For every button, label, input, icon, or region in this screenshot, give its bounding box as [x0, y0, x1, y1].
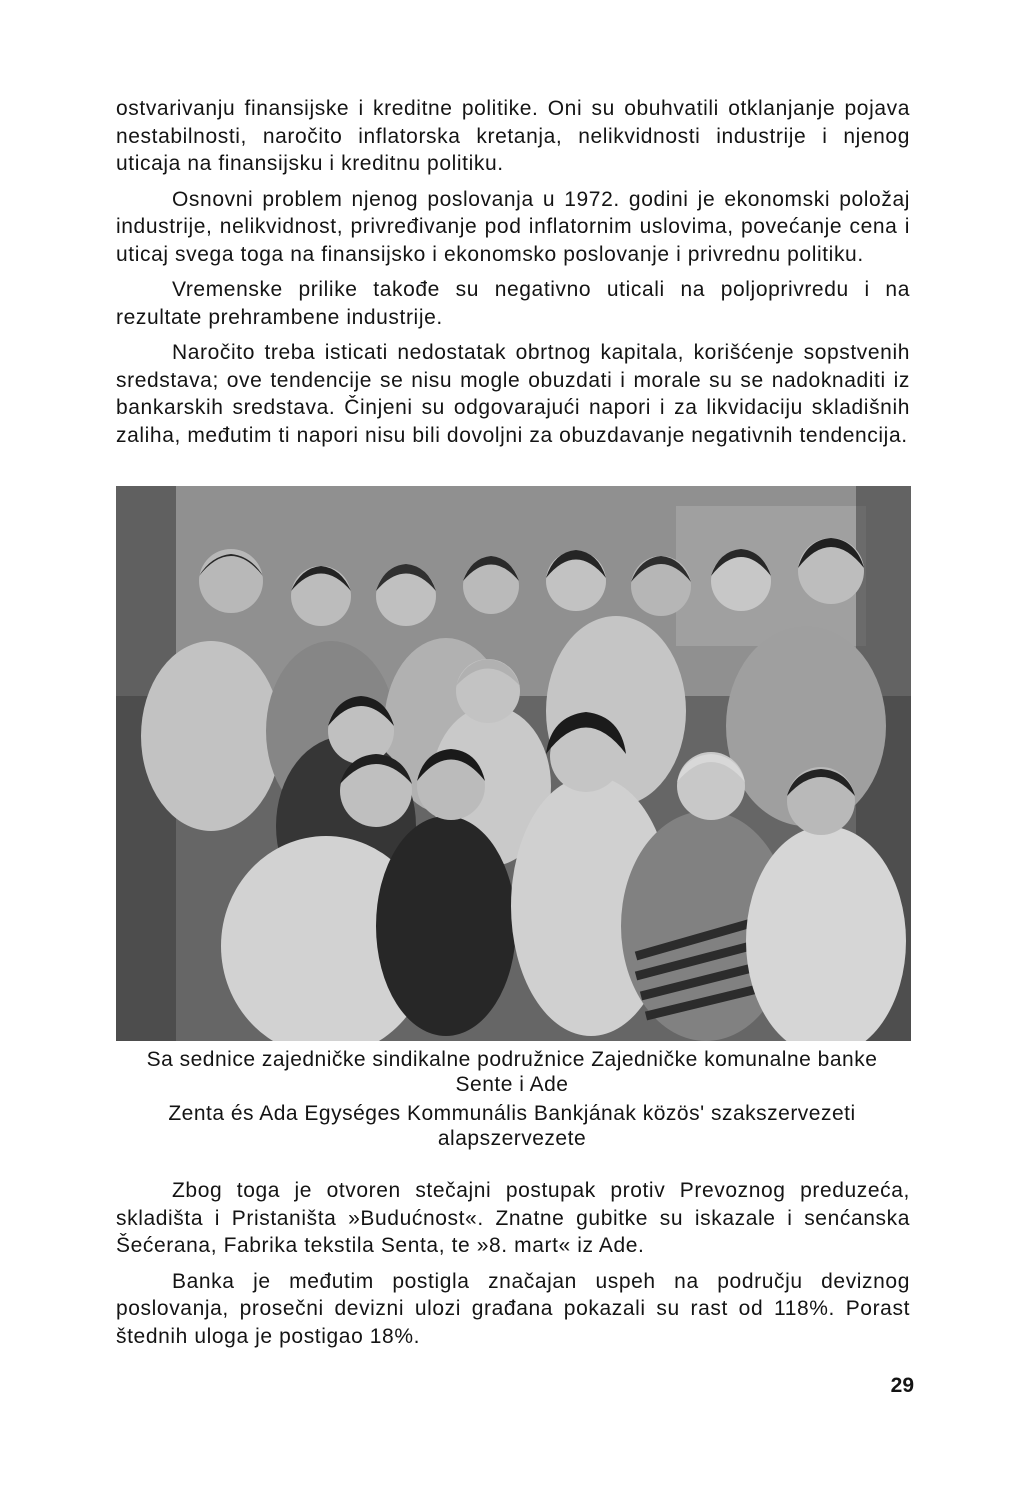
caption-line: Sa sednice zajedničke sindikalne podružnice Zajedničke komunalne banke: [146, 1048, 878, 1071]
paragraph: Osnovni problem njenog poslovanja u 1972. godini je ekonomski položaj industrije, nelikvidnost, privređivanje pod inflatornim uslovima, povećanje cena i uticaj svega toga na finansijsko i ekonomsko poslovanje i privrednu politiku.: [116, 187, 910, 266]
paragraph: ostvarivanju finansijske i kreditne politike. Oni su obuhvatili otklanjanje pojava nestabilnosti, naročito inflatorska kretanja, nelikvidnosti industrije i njenog uticaja na finansijsku i kreditnu politiku.: [116, 97, 910, 175]
photo-caption-hungarian: [100, 1101, 924, 1151]
paragraph: Naročito treba isticati nedostatak obrtnog kapitala, korišćenje sopstvenih sredstava; ove tendencije se nisu mogle obuzdati i morale su se nadoknaditi iz bankarskih sredstava. Činjeni su odgovarajući napori i za likvidaciju skladišnih zaliha, međutim ti napori nisu bili dovoljni za obuzdavanje negativnih tendencija.: [116, 341, 910, 447]
photo-caption-serbian: [100, 1047, 924, 1097]
caption-line: alapszervezete: [437, 1127, 587, 1150]
paragraph: Banka je međutim postigla značajan uspeh na području deviznog poslovanja, prosečni devizni ulozi građana pokazali su rast od 118%. Porast štednih uloga je postigao 18%.: [116, 1269, 910, 1348]
caption-line: Zenta és Ada Egységes Kommunális Bankjának közös' szakszervezeti: [168, 1102, 856, 1125]
page-number: 29: [890, 1374, 914, 1397]
caption-line: Sente i Ade: [455, 1073, 569, 1096]
body-text-top: [116, 95, 910, 457]
group-photo: [116, 486, 911, 1041]
photo-grain: [116, 486, 911, 1041]
paragraph: Vremenske prilike takođe su negativno uticali na poljoprivredu i na rezultate prehrambene industrije.: [116, 278, 910, 329]
body-text-bottom: [116, 1177, 910, 1358]
paragraph: Zbog toga je otvoren stečajni postupak protiv Prevoznog preduzeća, skladišta i Pristaništa »Budućnost«. Znatne gubitke su iskazale i senćanska Šećerana, Fabrika tekstila Senta, te »8. mart« iz Ade.: [116, 1179, 910, 1257]
